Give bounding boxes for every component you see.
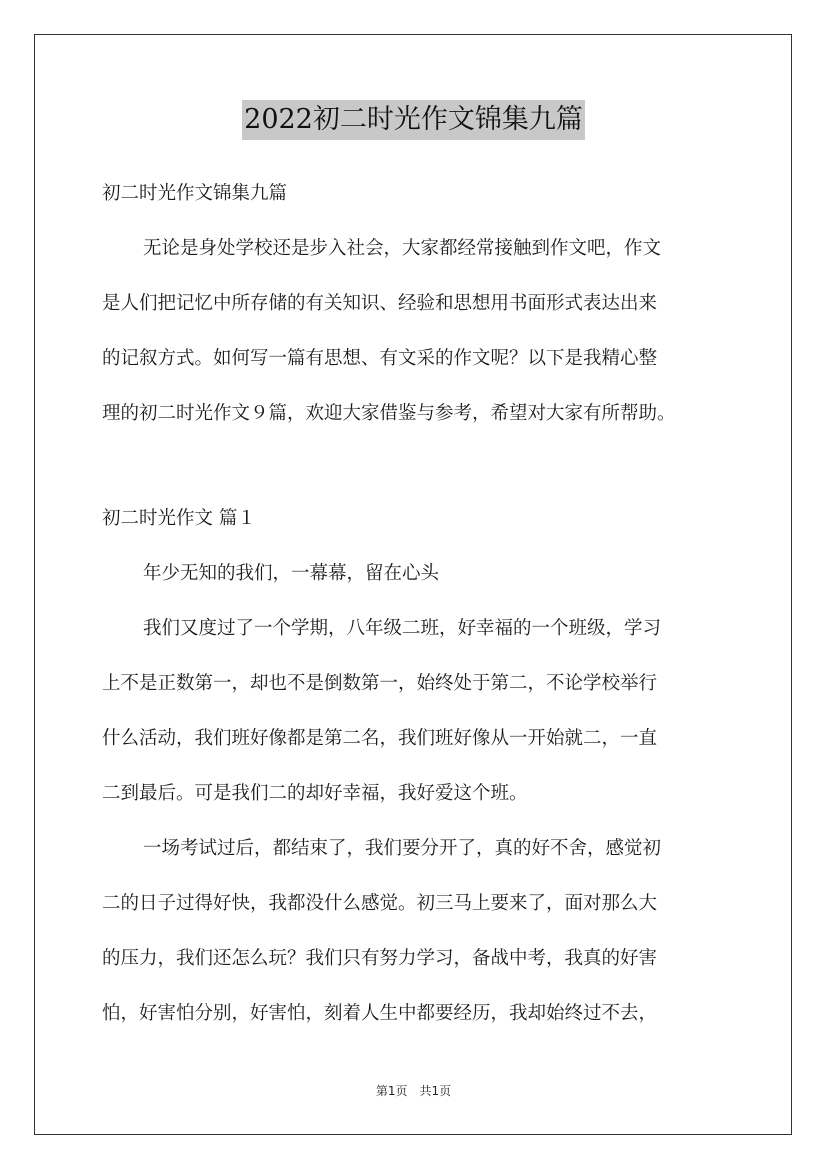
essay-line: 二到最后。可是我们二的却好幸福，我好爱这个班。 — [102, 783, 528, 804]
document-title: 2022初二时光作文锦集九篇 — [242, 100, 585, 140]
document-body — [102, 170, 732, 1045]
essay-line: 二的日子过得好快，我都没什么感觉。初三马上要来了，面对那么大 — [102, 893, 658, 914]
essay-line: 一场考试过后，都结束了，我们要分开了，真的好不舍，感觉初 — [143, 838, 662, 859]
essay-line: 什么活动，我们班好像都是第二名，我们班好像从一开始就二，一直 — [102, 728, 658, 749]
essay-line: 年少无知的我们，一幕幕，留在心头 — [143, 563, 440, 584]
intro-line: 无论是身处学校还是步入社会，大家都经常接触到作文吧，作文 — [143, 238, 662, 259]
essay-line: 的压力，我们还怎么玩？我们只有努力学习，备战中考，我真的好害 — [102, 948, 658, 969]
essay-line: 怕，好害怕分别，好害怕，刻着人生中都要经历，我却始终过不去， — [102, 1003, 658, 1024]
section-heading: 初二时光作文 篇１ — [102, 508, 256, 529]
intro-line: 是人们把记忆中所存储的有关知识、经验和思想用书面形式表达出来 — [102, 293, 658, 314]
spacer — [102, 445, 732, 495]
intro-line: 理的初二时光作文９篇，欢迎大家借鉴与参考，希望对大家有所帮助。 — [102, 403, 676, 424]
page-number-footer: 第1页 共1页 — [375, 1084, 452, 1098]
document-subtitle: 初二时光作文锦集九篇 — [102, 183, 288, 204]
essay-line: 我们又度过了一个学期，八年级二班，好幸福的一个班级，学习 — [143, 618, 662, 639]
essay-line: 上不是正数第一，却也不是倒数第一，始终处于第二，不论学校举行 — [102, 673, 658, 694]
intro-line: 的记叙方式。如何写一篇有思想、有文采的作文呢？以下是我精心整 — [102, 348, 658, 369]
